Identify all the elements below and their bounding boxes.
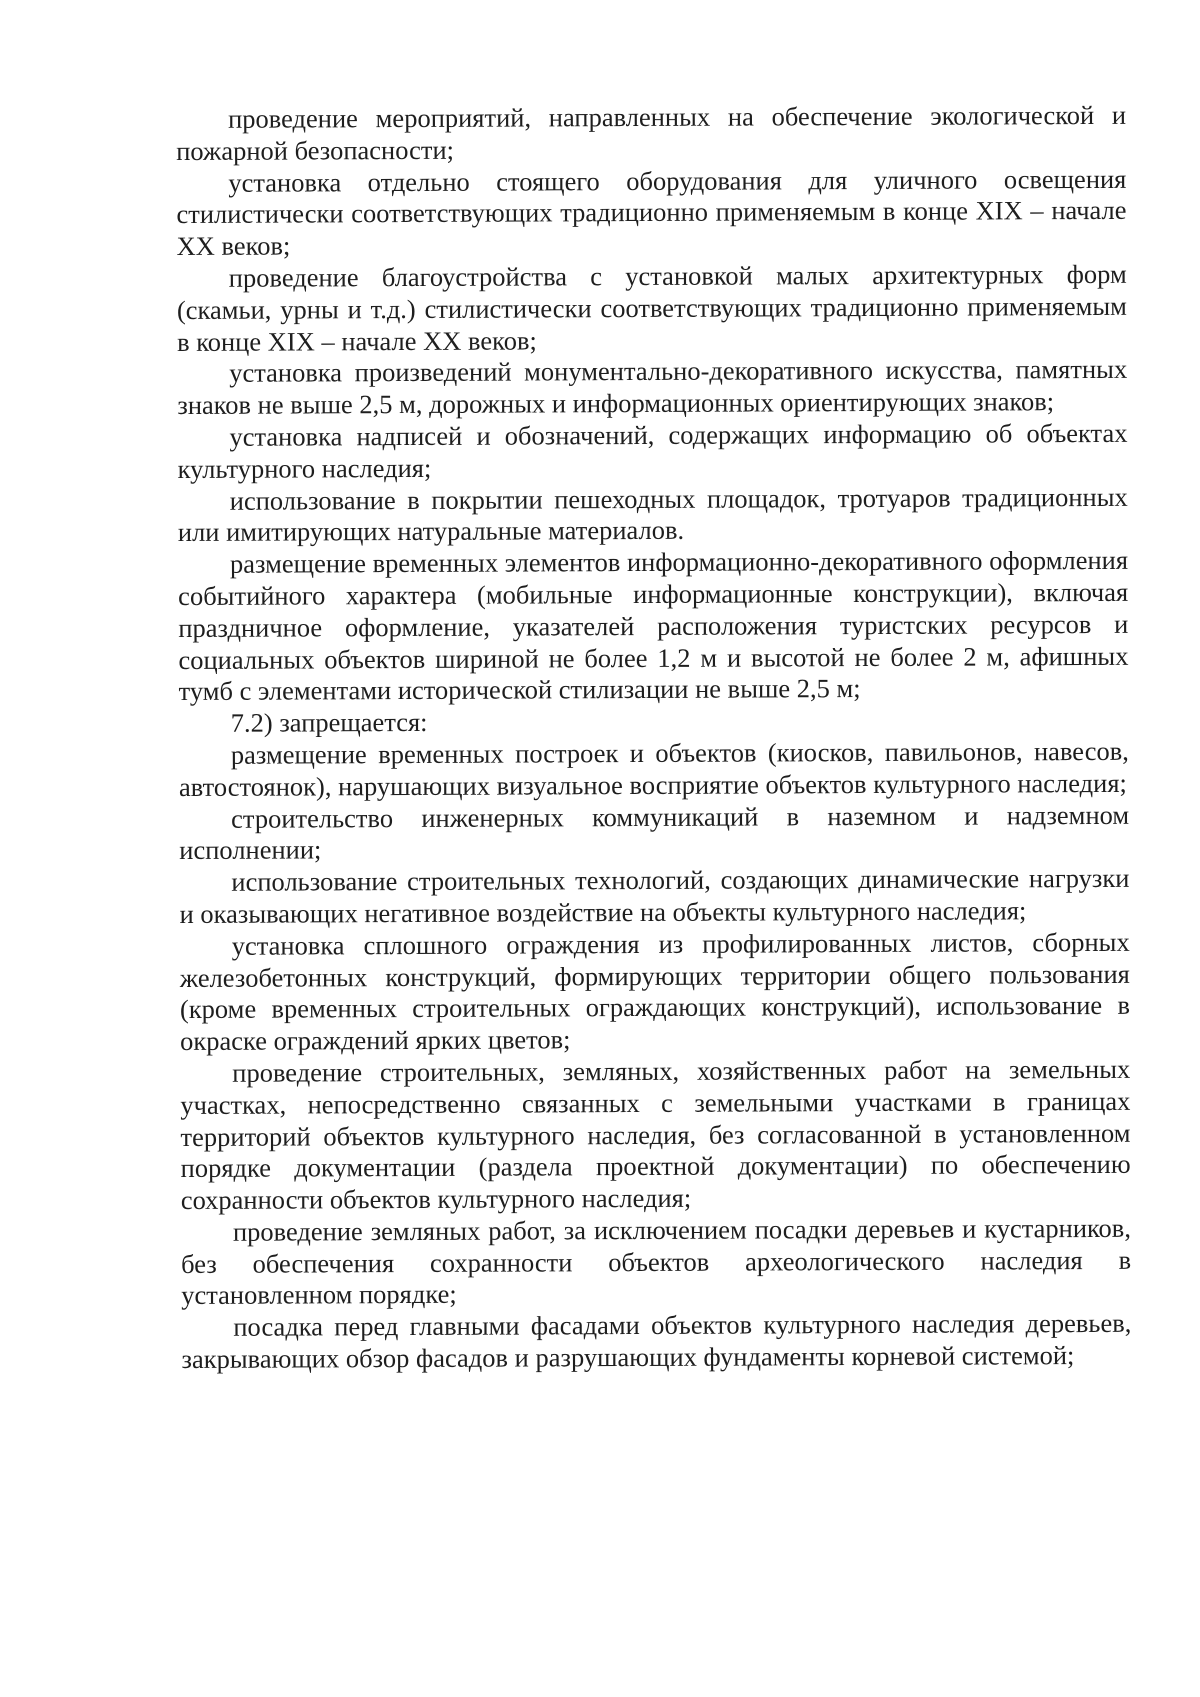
paragraph-temporary-decoration: размещение временных элементов информационно-декоративного оформления событийного характера (мобильные информационные конструкции), включая праздничное оформление, указателей расположения туристских ресурсов и социальных объектов шириной не более 1,2 м и высотой не более 2 м, афишных тумб с элементами исторической стилизации не выше 2,5 м; [178,545,1129,707]
paragraph-street-lighting: установка отдельно стоящего оборудования для уличного освещения стилистически соответствующих традиционно применяемым в конце XIX – начале XX веков; [176,163,1127,262]
paragraph-pavement-materials: использование в покрытии пешеходных площадок, тротуаров традиционных или имитирующих натуральные материалов. [177,481,1128,548]
paragraph-solid-fencing: установка сплошного ограждения из профилированных листов, сборных железобетонных конструкций, формирующих территории общего пользования (кроме временных строительных ограждающих конструкций), использование в окраске ограждений ярких цветов; [179,926,1131,1057]
document-body [176,100,1132,1376]
paragraph-monumental-art-signs: установка произведений монументально-декоративного искусства, памятных знаков не выше 2,5 м, дорожных и информационных ориентирующих знаков; [177,354,1128,421]
paragraph-earthworks: проведение земляных работ, за исключением посадки деревьев и кустарников, без обеспечения сохранности объектов археологического наследия в установленном порядке; [180,1212,1132,1311]
paragraph-construction-works: проведение строительных, земляных, хозяйственных работ на земельных участках, непосредственно связанных с земельными участками в границах территорий объектов культурного наследия, без согласованной в установленном порядке документации (раздела проектной документации) по обеспечению сохранности объектов культурного наследия; [180,1053,1131,1216]
paragraph-engineering-utilities: строительство инженерных коммуникаций в наземном и надземном исполнении; [179,799,1130,866]
paragraph-tree-planting: посадка перед главными фасадами объектов культурного наследия деревьев, закрывающих обзор фасадов и разрушающих фундаменты корневой системой; [181,1308,1132,1375]
section-heading-prohibited: 7.2) запрещается: [230,707,428,738]
paragraph-temporary-buildings: размещение временных построек и объектов (киосков, павильонов, навесов, автостоянок), нарушающих визуальное восприятие объектов культурного наследия; [178,735,1129,802]
paragraph-heritage-inscriptions: установка надписей и обозначений, содержащих информацию об объектах культурного наследия; [177,417,1128,484]
paragraph-ecological-fire-safety: проведение мероприятий, направленных на обеспечение экологической и пожарной безопасности; [176,99,1127,166]
paragraph-dynamic-loads: использование строительных технологий, создающих динамические нагрузки и оказывающих негативное воздействие на объекты культурного наследия; [179,862,1130,929]
paragraph-small-architectural-forms: проведение благоустройства с установкой малых архитектурных форм (скамьи, урны и т.д.) стилистически соответствующих традиционно применяемым в конце XIX – начале XX веков; [176,258,1127,357]
